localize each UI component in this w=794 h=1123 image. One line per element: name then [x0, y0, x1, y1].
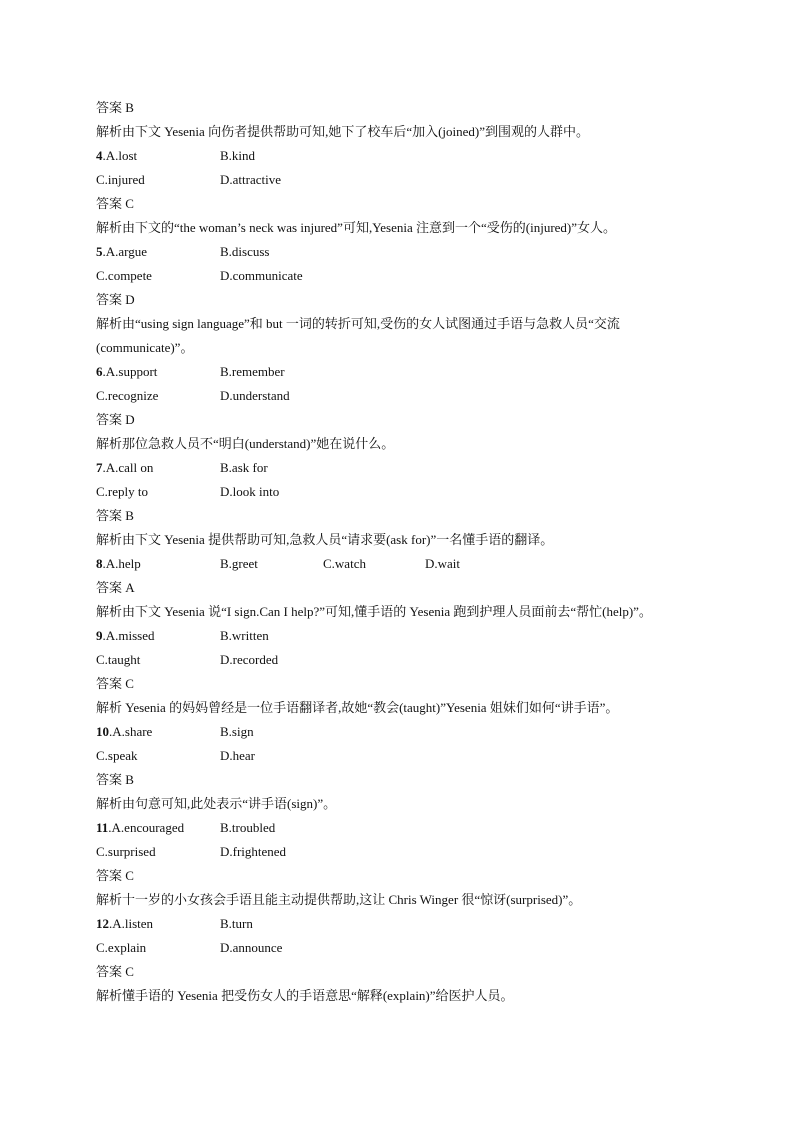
option-d: D.understand	[220, 388, 290, 403]
question-row: 6.A.support	[96, 364, 158, 379]
question-number: 12	[96, 916, 109, 931]
option-d: D.look into	[220, 484, 280, 499]
option-a: A.listen	[112, 916, 154, 931]
question-row: 12.A.listen	[96, 916, 154, 931]
option-c: C.reply to	[96, 484, 148, 499]
question-number: 5	[96, 244, 103, 259]
option-c: C.taught	[96, 652, 141, 667]
option-b: B.remember	[220, 364, 285, 379]
analysis-line: 解析由“using sign language”和 but 一词的转折可知,受伤的女人试图通过手语与急救人员“交流(communicate)”。	[96, 316, 620, 355]
option-a: A.missed	[105, 628, 155, 643]
question-number: 4	[96, 148, 103, 163]
analysis-line: 解析由下文的“the woman’s neck was injured”可知,Yesenia 注意到一个“受伤的(injured)”女人。	[96, 220, 617, 235]
question-number: 9	[96, 628, 103, 643]
question-number: 7	[96, 460, 103, 475]
answer-line: 答案 B	[96, 772, 134, 787]
option-b: B.kind	[220, 148, 256, 163]
question-number: 11	[96, 820, 109, 835]
option-a: A.share	[112, 724, 153, 739]
analysis-line: 解析 Yesenia 的妈妈曾经是一位手语翻译者,故她“教会(taught)”Yesenia 姐妹们如何“讲手语”。	[96, 700, 619, 715]
option-b: B.discuss	[220, 244, 270, 259]
option-c: C.surprised	[96, 844, 156, 859]
option-d: D.hear	[220, 748, 256, 763]
option-a: A.call on	[105, 460, 154, 475]
option-d: D.announce	[220, 940, 283, 955]
analysis-line: 解析懂手语的 Yesenia 把受伤女人的手语意思“解释(explain)”给医护人员。	[96, 988, 514, 1003]
answer-line: 答案 C	[96, 196, 134, 211]
option-d: D.wait	[425, 556, 461, 571]
option-a: A.argue	[105, 244, 148, 259]
question-row: 9.A.missed	[96, 628, 155, 643]
option-a: A.help	[105, 556, 141, 571]
option-b: B.ask for	[220, 460, 268, 475]
analysis-line: 解析十一岁的小女孩会手语且能主动提供帮助,这让 Chris Winger 很“惊讶(surprised)”。	[96, 892, 582, 907]
option-c: C.injured	[96, 172, 145, 187]
option-b: B.greet	[220, 556, 258, 571]
answer-line: 答案 B	[96, 508, 134, 523]
option-b: B.sign	[220, 724, 254, 739]
question-row: 10.A.share	[96, 724, 153, 739]
option-c: C.compete	[96, 268, 152, 283]
option-c: C.watch	[323, 556, 366, 571]
answer-line: 答案 C	[96, 868, 134, 883]
option-d: D.frightened	[220, 844, 287, 859]
question-number: 10	[96, 724, 109, 739]
answer-line: 答案 D	[96, 292, 135, 307]
question-number: 8	[96, 556, 103, 571]
option-c: C.explain	[96, 940, 147, 955]
question-row: 11.A.encouraged	[96, 820, 185, 835]
analysis-line: 解析由下文 Yesenia 说“I sign.Can I help?”可知,懂手语的 Yesenia 跑到护理人员面前去“帮忙(help)”。	[96, 604, 652, 619]
option-a: A.lost	[105, 148, 138, 163]
question-row: 7.A.call on	[96, 460, 154, 475]
analysis-line: 解析由下文 Yesenia 向伤者提供帮助可知,她下了校车后“加入(joined)”到围观的人群中。	[96, 124, 590, 139]
answer-line: 答案 C	[96, 676, 134, 691]
option-d: D.recorded	[220, 652, 279, 667]
option-a: A.encouraged	[111, 820, 185, 835]
option-d: D.communicate	[220, 268, 303, 283]
option-b: B.turn	[220, 916, 253, 931]
option-b: B.written	[220, 628, 269, 643]
question-row: 8.A.help	[96, 556, 141, 571]
question-number: 6	[96, 364, 103, 379]
option-a: A.support	[105, 364, 158, 379]
answer-line: 答案 C	[96, 964, 134, 979]
option-d: D.attractive	[220, 172, 281, 187]
analysis-line: 解析那位急救人员不“明白(understand)”她在说什么。	[96, 436, 395, 451]
option-b: B.troubled	[220, 820, 276, 835]
option-c: C.speak	[96, 748, 138, 763]
question-row: 5.A.argue	[96, 244, 148, 259]
option-c: C.recognize	[96, 388, 159, 403]
question-row: 4.A.lost	[96, 148, 138, 163]
answer-line: 答案 A	[96, 580, 135, 595]
answer-line: 答案 B	[96, 100, 134, 115]
analysis-line: 解析由句意可知,此处表示“讲手语(sign)”。	[96, 796, 337, 811]
analysis-line: 解析由下文 Yesenia 提供帮助可知,急救人员“请求要(ask for)”一名懂手语的翻译。	[96, 532, 554, 547]
answer-line: 答案 D	[96, 412, 135, 427]
